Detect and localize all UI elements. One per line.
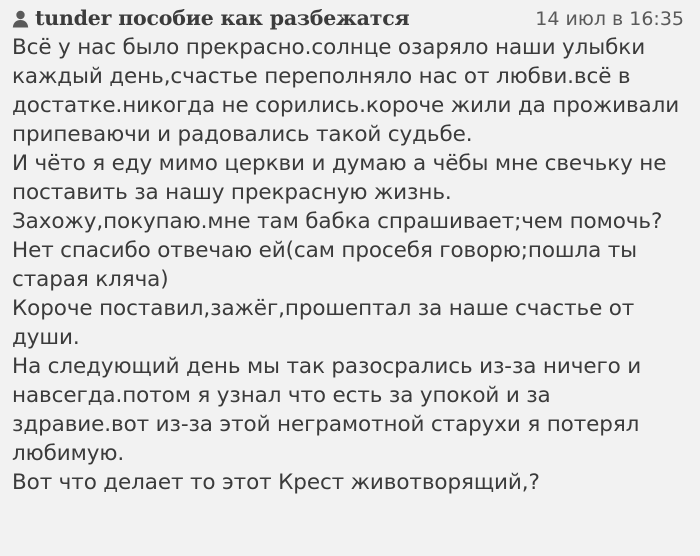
post-paragraph: Нет спасибо отвечаю ей(сам просебя говорю;пошла ты старая кляча) — [12, 238, 638, 292]
post-paragraph: На следующий день мы так разосрались из-за ничего и навсегда.потом я узнал что есть за упокой и за здравие.вот из-за этой неграмотной старухи я потерял любимую. — [12, 354, 642, 466]
author-name[interactable]: tunder пособие как разбежатся — [35, 6, 410, 30]
author-block[interactable] — [12, 6, 409, 30]
post-paragraph: Захожу,покупаю.мне там бабка спрашивает;чем помочь? — [12, 209, 663, 234]
post-body — [12, 32, 692, 497]
user-avatar-icon — [12, 10, 29, 28]
post-paragraph: Короче поставил,зажёг,прошептал за наше счастье от души. — [12, 296, 635, 350]
post-paragraph: Всё у нас было прекрасно.солнце озаряло наши улыбки каждый день,счастье переполняло нас от любви.всё в достатке.никогда не сорились.короче жили да проживали припеваючи и радовались такой судьбе. — [12, 35, 680, 147]
post-timestamp: 14 июл в 16:35 — [535, 8, 684, 30]
post-header — [12, 6, 692, 32]
post-paragraph: И чёто я еду мимо церкви и думаю а чёбы мне свечьку не поставить за нашу прекрасную жизнь. — [12, 151, 667, 205]
post-paragraph: Вот что делает то этот Крест животворящий,? — [12, 470, 540, 495]
